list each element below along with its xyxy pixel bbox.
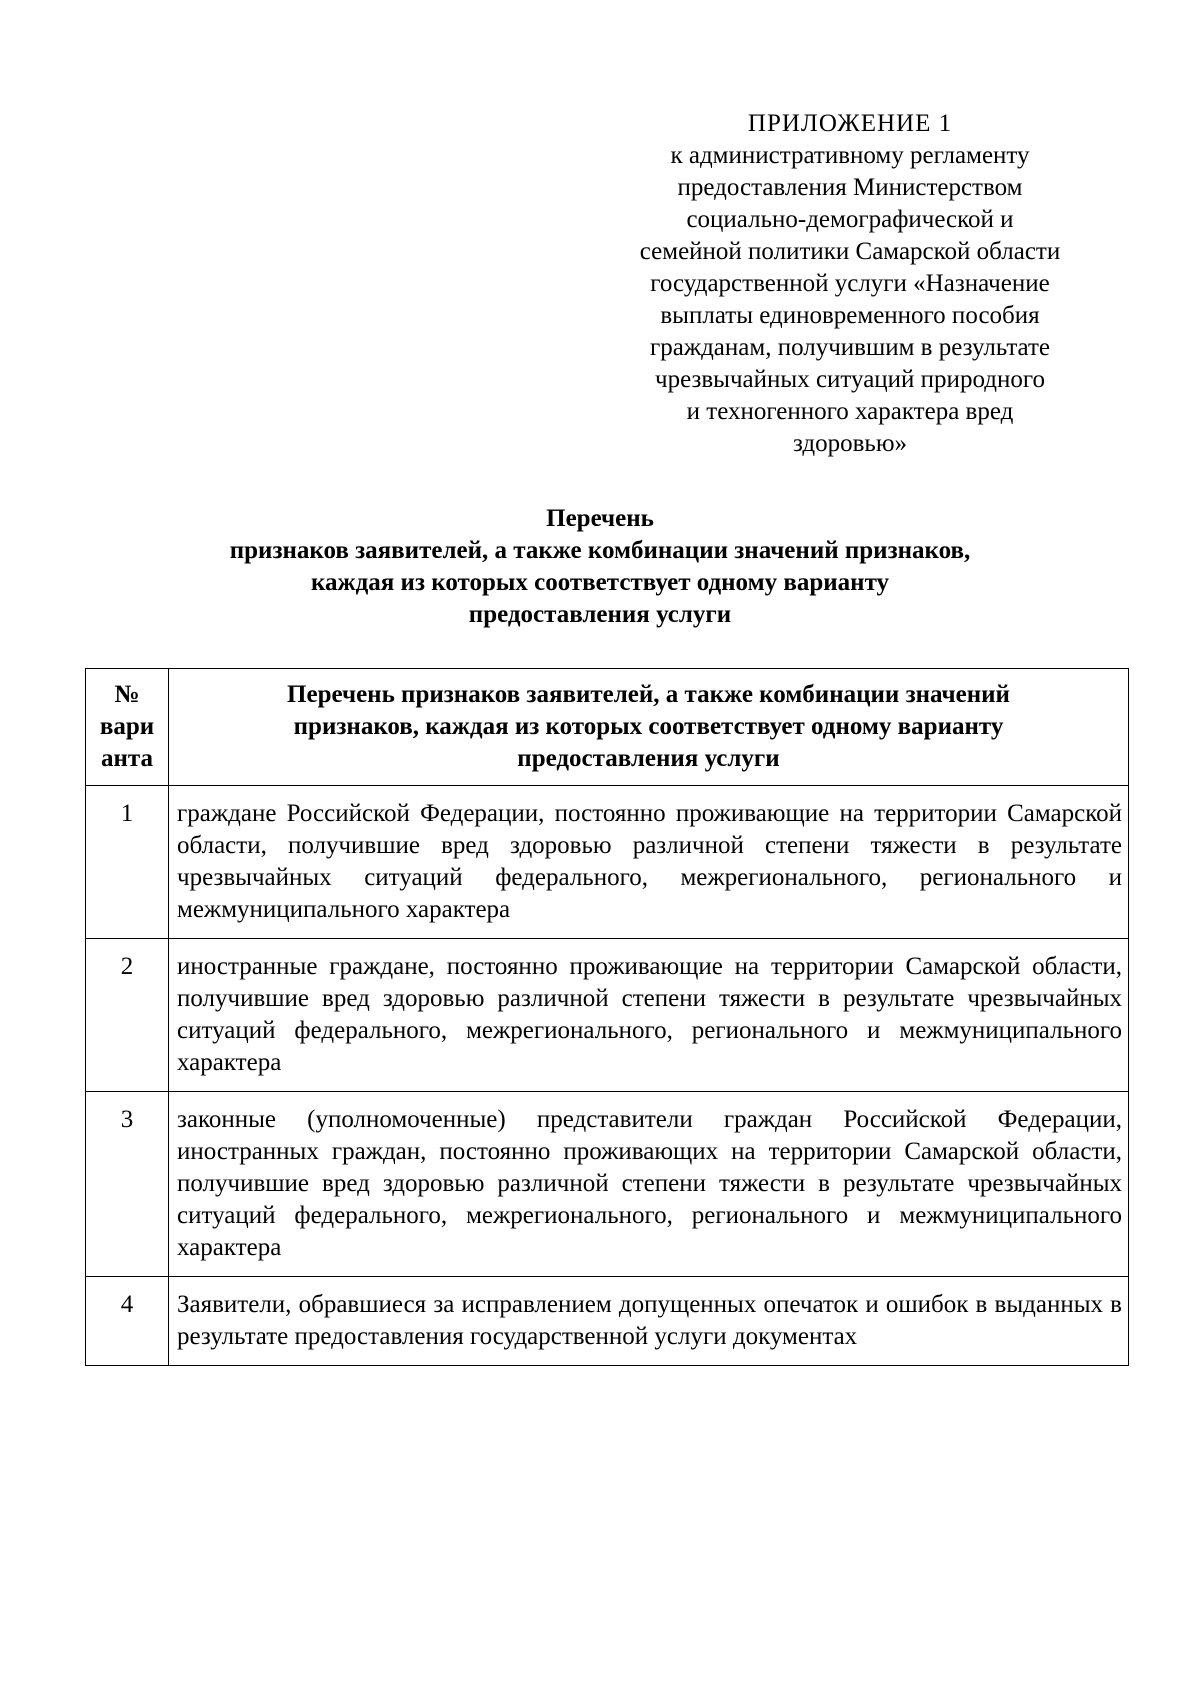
appendix-line: социально-демографической и	[686, 206, 1014, 233]
table-row	[86, 786, 1129, 939]
table-header-row	[86, 669, 1129, 786]
table-row	[86, 1277, 1129, 1366]
appendix-line: и техногенного характера вред	[686, 398, 1014, 425]
heading-line: предоставления услуги	[468, 601, 732, 628]
header-num-line: анта	[101, 745, 153, 772]
header-text-line: Перечень признаков заявителей, а также комбинации значений	[287, 681, 1010, 708]
appendix-line: семейной политики Самарской области	[639, 238, 1061, 265]
appendix-title: ПРИЛОЖЕНИЕ 1	[747, 110, 953, 137]
variant-criteria: законные (уполномоченные) представители граждан Российской Федерации, иностранных граждан, постоянно проживающих на территории Самарской области, получившие вред здоровью различной степени тяжести в результате чрезвычайных ситуаций федерального, межрегионального, регионального и межмуниципального характера	[169, 1092, 1129, 1277]
variant-number: 4	[86, 1277, 169, 1366]
appendix-line: государственной услуги «Назначение	[650, 270, 1050, 297]
heading-line: каждая из которых соответствует одному варианту	[310, 569, 890, 596]
appendix-line: выплаты единовременного пособия	[660, 302, 1040, 329]
document-heading	[90, 503, 1110, 631]
header-text-line: предоставления услуги	[517, 745, 780, 772]
heading-line: признаков заявителей, а также комбинации значений признаков,	[229, 537, 971, 564]
variants-table	[85, 668, 1129, 1366]
appendix-line: к административному регламенту	[670, 142, 1030, 169]
variant-criteria: иностранные граждане, постоянно проживающие на территории Самарской области, получившие вред здоровью различной степени тяжести в результате чрезвычайных ситуаций федерального, межрегионального, регионального и межмуниципального характера	[169, 939, 1129, 1092]
variant-number: 1	[86, 786, 169, 939]
appendix-block	[600, 108, 1100, 460]
variant-criteria: граждане Российской Федерации, постоянно проживающие на территории Самарской области, получившие вред здоровью различной степени тяжести в результате чрезвычайных ситуаций федерального, межрегионального, регионального и межмуниципального характера	[169, 786, 1129, 939]
variant-criteria: Заявители, обравшиеся за исправлением допущенных опечаток и ошибок в выданных в результате предоставления государственной услуги документах	[169, 1277, 1129, 1366]
header-criteria	[169, 669, 1129, 786]
header-variant-number	[86, 669, 169, 786]
appendix-line: здоровью»	[792, 430, 908, 457]
heading-line: Перечень	[546, 505, 654, 532]
table-row	[86, 1092, 1129, 1277]
appendix-line: чрезвычайных ситуаций природного	[655, 366, 1045, 393]
appendix-line: гражданам, получившим в результате	[649, 334, 1051, 361]
variant-number: 3	[86, 1092, 169, 1277]
table-row	[86, 939, 1129, 1092]
header-num-line: №	[114, 681, 140, 708]
header-num-line: вари	[99, 713, 155, 740]
variant-number: 2	[86, 939, 169, 1092]
appendix-line: предоставления Министерством	[677, 174, 1023, 201]
header-text-line: признаков, каждая из которых соответствует одному варианту	[293, 713, 1004, 740]
